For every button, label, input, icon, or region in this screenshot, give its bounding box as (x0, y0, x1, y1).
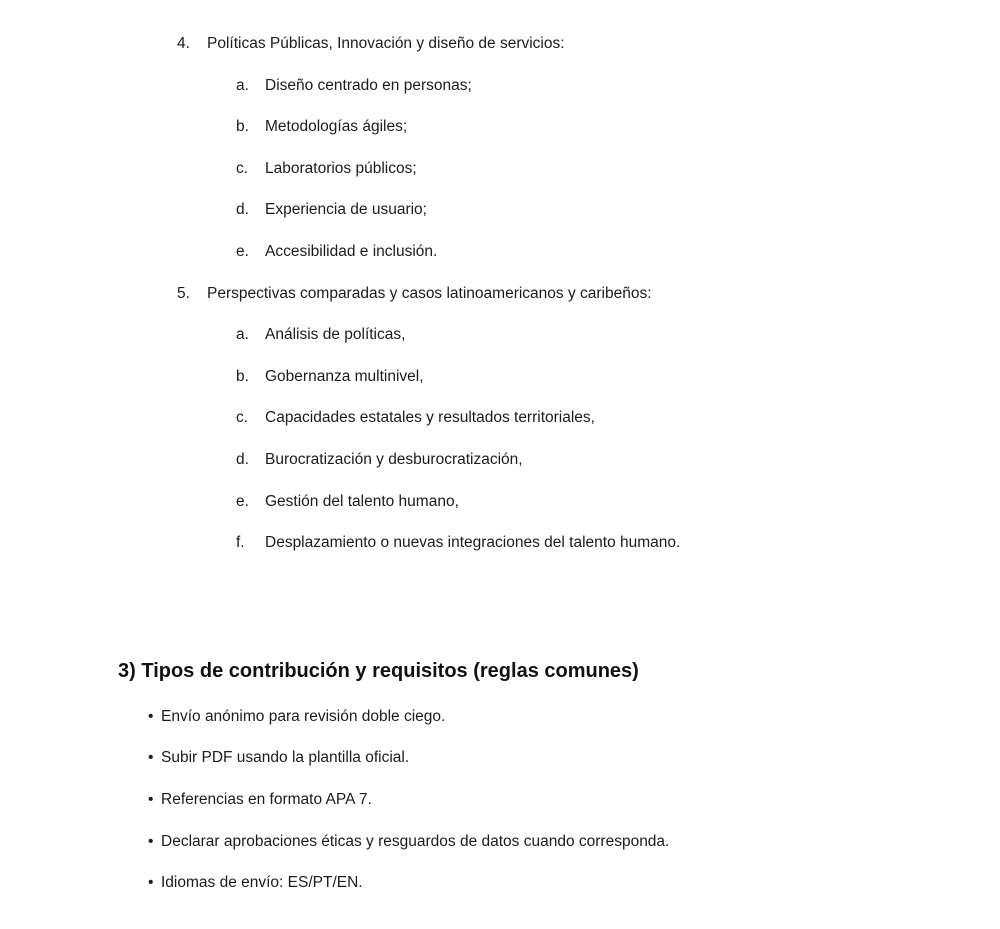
list-subitem (0, 314, 1000, 356)
list-letter-marker: d. (236, 201, 249, 219)
bullet-item-text: Referencias en formato APA 7. (161, 791, 372, 809)
list-letter-marker: b. (236, 118, 249, 136)
list-item-text: Políticas Públicas, Innovación y diseño de servicios: (207, 35, 565, 53)
list-subitem (0, 397, 1000, 439)
bullet-icon: • (148, 707, 154, 725)
list-item-text: Perspectivas comparadas y casos latinoamericanos y caribeños: (207, 284, 652, 302)
list-subitem-text: Gestión del talento humano, (265, 492, 459, 510)
bullet-item-text: Idiomas de envío: ES/PT/EN. (161, 874, 363, 892)
list-letter-marker: c. (236, 159, 249, 177)
list-subitem (0, 231, 1000, 273)
section-heading: 3) Tipos de contribución y requisitos (reglas comunes) (118, 659, 639, 682)
list-subitem-text: Accesibilidad e inclusión. (265, 243, 438, 261)
bullet-icon: • (148, 874, 154, 892)
list-number-marker: 5. (177, 284, 190, 302)
list-letter-marker: c. (236, 409, 249, 427)
bullet-item-text: Subir PDF usando la plantilla oficial. (161, 749, 410, 767)
bullet-item (0, 779, 1000, 821)
list-subitem-text: Diseño centrado en personas; (265, 76, 472, 94)
list-letter-marker: a. (236, 326, 249, 344)
list-letter-marker: e. (236, 492, 249, 510)
bullet-icon: • (148, 791, 154, 809)
list-subitem (0, 356, 1000, 398)
list-subitem-text: Análisis de políticas, (265, 326, 406, 344)
bullet-item (0, 696, 1000, 738)
list-item-topic-5 (0, 273, 1000, 315)
list-subitem (0, 189, 1000, 231)
list-letter-marker: e. (236, 243, 249, 261)
bullet-list (0, 696, 1000, 904)
bullet-item-text: Envío anónimo para revisión doble ciego. (161, 707, 446, 725)
bullet-icon: • (148, 749, 154, 767)
list-letter-marker: f. (236, 534, 245, 552)
list-subitem (0, 148, 1000, 190)
bullet-item-text: Declarar aprobaciones éticas y resguardos de datos cuando corresponda. (161, 832, 670, 850)
list-subitem-text: Capacidades estatales y resultados territoriales, (265, 409, 595, 427)
list-number-marker: 4. (177, 35, 190, 53)
list-subitem-text: Gobernanza multinivel, (265, 367, 424, 385)
bullet-item (0, 821, 1000, 863)
list-letter-marker: a. (236, 76, 249, 94)
list-subitem-text: Laboratorios públicos; (265, 159, 417, 177)
list-subitem-text: Desplazamiento o nuevas integraciones del talento humano. (265, 534, 681, 552)
list-subitem-text: Burocratización y desburocratización, (265, 451, 523, 469)
bullet-icon: • (148, 832, 154, 850)
list-letter-marker: b. (236, 367, 249, 385)
list-subitem (0, 522, 1000, 564)
list-letter-marker: d. (236, 451, 249, 469)
list-subitem (0, 106, 1000, 148)
list-item-topic-4 (0, 23, 1000, 65)
list-subitem-text: Metodologías ágiles; (265, 118, 408, 136)
bullet-item (0, 862, 1000, 904)
list-subitem (0, 65, 1000, 107)
bullet-item (0, 737, 1000, 779)
list-subitem (0, 439, 1000, 481)
list-subitem-text: Experiencia de usuario; (265, 201, 427, 219)
list-subitem (0, 481, 1000, 523)
